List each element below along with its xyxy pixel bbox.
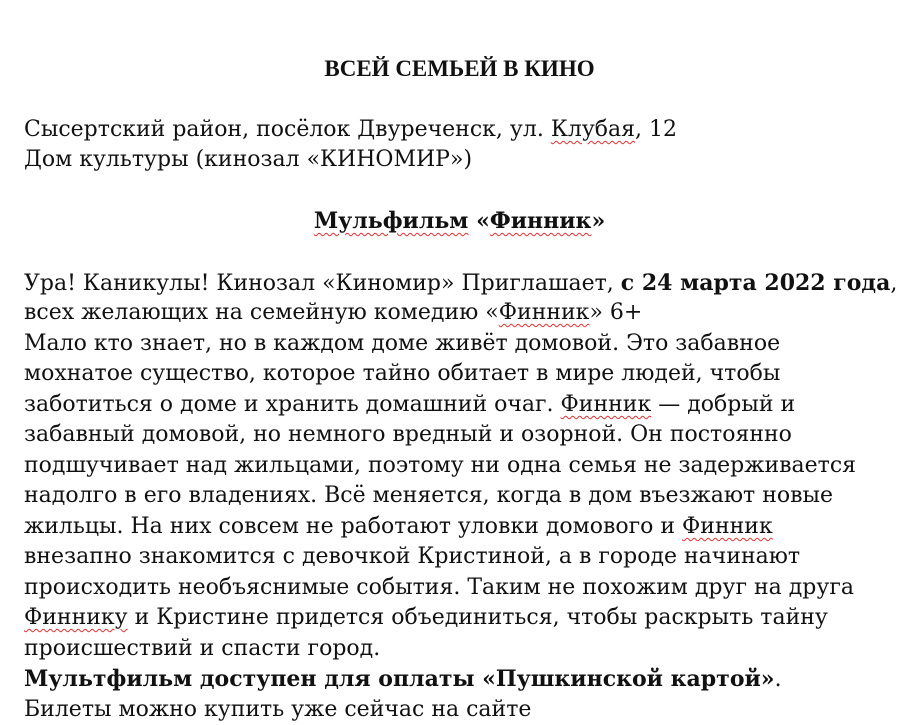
paragraph-line: происходить необъяснимые события. Таким не похожим друг на друга: [24, 575, 854, 600]
text-run: .: [774, 667, 782, 692]
paragraph-line: [24, 512, 773, 542]
movie-heading: [0, 206, 919, 236]
text-run: всех желающих на семейную комедию «: [24, 300, 499, 325]
text-run: ,: [890, 271, 898, 296]
quote-open: «: [468, 208, 490, 234]
paragraph-line: надолго в его владениях. Всё меняется, когда в дом въезжают новые: [24, 483, 834, 508]
misspelled-word: Клубая: [550, 117, 635, 142]
paragraph-line: происшествий и спасти город.: [24, 636, 381, 661]
address-number: , 12: [635, 117, 677, 142]
movie-name: Финнику: [24, 605, 128, 630]
text-run: Ура! Каникулы! Кинозал «Киномир» Приглашает,: [24, 271, 621, 296]
movie-name: Финник: [682, 514, 773, 539]
address-line-2: Дом культуры (кинозал «КИНОМИР»): [24, 147, 473, 172]
quote-close: »: [591, 208, 606, 234]
date-highlight: с 24 марта 2022 года: [620, 270, 891, 296]
paragraph-line: забавный домовой, но немного вредный и озорной. Он постоянно: [24, 422, 792, 447]
paragraph-line: [24, 298, 642, 328]
paragraph-line: [24, 268, 897, 299]
text-run: жильцы. На них совсем не работают уловки домового и: [24, 514, 683, 539]
address-text: Сысертский район, посёлок Двуреченск, ул.: [24, 117, 551, 142]
text-run: — добрый и: [651, 392, 796, 417]
misspelled-word: Мульфильм: [313, 208, 469, 234]
payment-note: [24, 664, 782, 695]
address-line-1: [24, 115, 677, 145]
document-title: ВСЕЙ СЕМЬЕЙ В КИНО: [324, 56, 595, 81]
movie-name: Финник: [560, 392, 652, 417]
tickets-line: Билеты можно купить уже сейчас на сайте: [24, 697, 532, 722]
movie-name: Финник: [489, 208, 592, 234]
pushkin-card-note: Мультфильм доступен для оплаты «Пушкинской картой»: [24, 666, 775, 692]
paragraph-line: [24, 390, 795, 420]
paragraph-line: Мало кто знает, но в каждом доме живёт домовой. Это забавное: [24, 331, 781, 356]
text-run: и Кристине придется объединиться, чтобы раскрыть тайну: [127, 605, 828, 630]
text-run: заботиться о доме и хранить домашний очаг.: [24, 392, 561, 417]
paragraph-line: мохнатое существо, которое тайно обитает в мире людей, чтобы: [24, 361, 781, 386]
paragraph-line: [24, 603, 828, 633]
paragraph-line: подшучивает над жильцами, поэтому ни одна семья не задерживается: [24, 453, 857, 478]
paragraph-line: внезапно знакомится с девочкой Кристиной, а в городе начинают: [24, 544, 801, 569]
age-rating: » 6+: [589, 300, 643, 325]
movie-name: Финник: [498, 300, 590, 325]
